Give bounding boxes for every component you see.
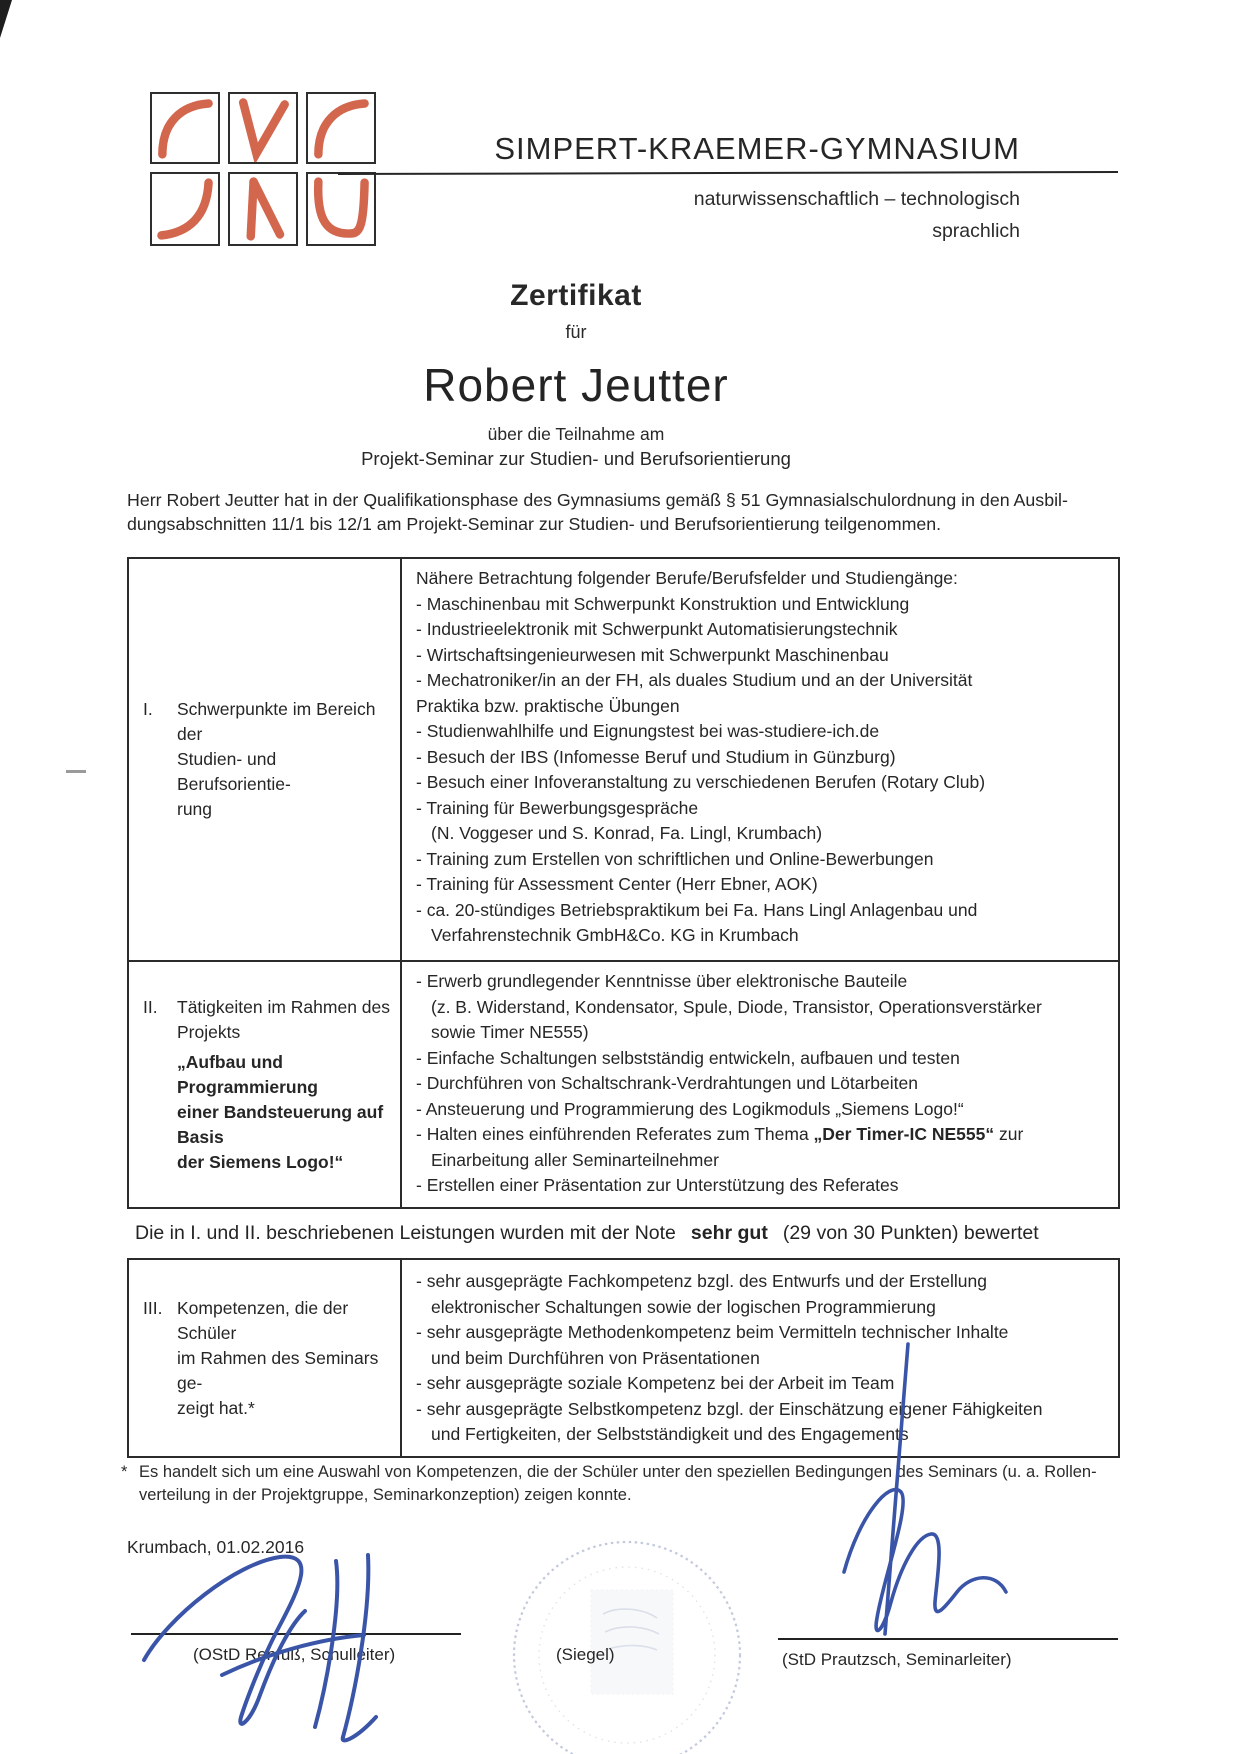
content-line: - Training für Bewerbungsgespräche (416, 797, 699, 818)
logo-tile-quarter-arc-down-icon (150, 172, 220, 246)
grade-value: sehr gut (690, 1222, 768, 1244)
content-line: - Studienwahlhilfe und Eignungstest bei was-studiere-ich.de (416, 721, 880, 741)
header-divider (338, 171, 1118, 175)
table-row-section-1 (129, 559, 1118, 960)
content-line: - Besuch einer Infoveranstaltung zu verschiedenen Berufen (Rotary Club) (416, 772, 986, 792)
section-2-label-cell (129, 962, 402, 1207)
section-1-number: I. (143, 699, 153, 719)
signature-seminarleiter-scribble (798, 1338, 1028, 1678)
content-line: Einarbeitung aller Seminarteilnehmer (431, 1149, 719, 1170)
content-line: - Einfache Schaltungen selbstständig entwickeln, aufbauen und testen (416, 1047, 960, 1068)
about-line-2: Projekt-Seminar zur Studien- und Berufsorientierung (361, 448, 791, 469)
content-line: - sehr ausgeprägte Selbstkompetenz bzgl. der Einschätzung eigener Fähigkeiten (416, 1398, 1043, 1419)
content-line: - ca. 20-stündiges Betriebspraktikum bei Fa. Hans Lingl Anlagenbau und (416, 899, 978, 920)
signature-label-schulleiter: (OStD Rehfuß, Schulleiter) (193, 1645, 396, 1664)
certificate-heading: Zertifikat (510, 279, 642, 312)
content-line: - Maschinenbau mit Schwerpunkt Konstruktion und Entwicklung (416, 593, 910, 614)
footnote-line-1: Es handelt sich um eine Auswahl von Kompetenzen, die der Schüler unter den speziellen Bedingungen des Seminars (u. a. Rollen- (139, 1463, 1097, 1481)
content-line: und Fertigkeiten, der Selbstständigkeit und des Engagements (431, 1424, 909, 1445)
section-3-label-cell (129, 1260, 402, 1456)
content-line: Verfahrenstechnik GmbH&Co. KG in Krumbach (431, 925, 799, 945)
content-line: sowie Timer NE555) (431, 1022, 589, 1042)
scan-corner-artifact (0, 0, 12, 38)
place-and-date: Krumbach, 01.02.2016 (127, 1537, 305, 1557)
recipient-name: Robert Jeutter (423, 359, 729, 411)
logo-tile-u-arc-icon (306, 172, 376, 246)
content-line: - Ansteuerung und Programmierung des Logikmoduls „Siemens Logo!“ (416, 1098, 964, 1119)
intro-line-2: dungsabschnitten 11/1 bis 12/1 am Projekt-Seminar zur Studien- und Berufsorientierung teilgenommen. (127, 513, 942, 534)
footnote-line-2: verteilung in der Projektgruppe, Seminarkonzeption) zeigen konnte. (139, 1486, 632, 1504)
section-3-label-line: zeigt hat.* (177, 1397, 255, 1418)
section-2-project-title-line: „Aufbau und Programmierung (177, 1051, 318, 1097)
section-1-label-line: rung (177, 799, 213, 819)
content-line: (N. Voggeser und S. Konrad, Fa. Lingl, Krumbach) (431, 823, 823, 843)
sections-table (127, 557, 1120, 1209)
section-3-label-line: Kompetenzen, die der Schüler (177, 1297, 349, 1343)
content-line: - Industrieelektronik mit Schwerpunkt Automatisierungstechnik (416, 619, 898, 639)
school-name: SIMPERT-KRAEMER-GYMNASIUM (494, 131, 1020, 166)
logo-tile-v-stroke-icon (228, 92, 298, 164)
section-2-content-cell (402, 962, 1118, 1207)
intro-paragraph (127, 489, 1127, 536)
grade-note-post: (29 von 30 Punkten) bewertet (782, 1222, 1039, 1244)
section-2-number: II. (143, 996, 158, 1017)
content-line: - Besuch der IBS (Infomesse Beruf und Studium in Günzburg) (416, 746, 896, 767)
section-1-label-cell (129, 559, 402, 960)
content-line: (z. B. Widerstand, Kondensator, Spule, Diode, Transistor, Operationsverstärker (431, 996, 1042, 1017)
intro-line-1: Herr Robert Jeutter hat in der Qualifikationsphase des Gymnasiums gemäß § 51 Gymnasialschulordnung in den Ausbil- (127, 490, 1068, 510)
content-line: Nähere Betrachtung folgender Berufe/Berufsfelder und Studiengänge: (416, 568, 958, 588)
footnote-asterisk: * (121, 1463, 128, 1481)
content-line: und beim Durchführen von Präsentationen (431, 1347, 760, 1368)
grade-note-pre: Die in I. und II. beschriebenen Leistungen wurden mit der Note (135, 1222, 676, 1244)
content-line: - Erstellen einer Präsentation zur Unterstützung des Referates (416, 1175, 899, 1195)
school-subtitle-2: sprachlich (932, 220, 1020, 242)
section-1-label-line: Studien- und Berufsorientie- (177, 749, 291, 794)
section-2-label-line: Tätigkeiten im Rahmen des (177, 996, 391, 1017)
seal-label: (Siegel) (556, 1645, 615, 1664)
content-line: - Training für Assessment Center (Herr Ebner, AOK) (416, 874, 818, 894)
content-line: - Durchführen von Schaltschrank-Verdrahtungen und Lötarbeiten (416, 1073, 918, 1093)
content-line-referat: - Halten eines einführenden Referates zum Thema „Der Timer-IC NE555“ zur (416, 1124, 1024, 1144)
content-line: Praktika bzw. praktische Übungen (416, 695, 680, 716)
referat-topic-bold: „Der Timer-IC NE555“ (813, 1124, 995, 1144)
school-logo (150, 92, 376, 246)
signature-schulleiter-scribble (128, 1545, 498, 1750)
content-line: - Erwerb grundlegender Kenntnisse über elektronische Bauteile (416, 971, 908, 991)
section-1-content-cell (402, 559, 1118, 960)
logo-tile-n-stroke-icon (228, 172, 298, 246)
logo-tile-quarter-arc-up-icon (150, 92, 220, 164)
scan-margin-dash (66, 770, 86, 773)
content-line: - Wirtschaftsingenieurwesen mit Schwerpunkt Maschinenbau (416, 644, 889, 665)
school-seal (505, 1528, 755, 1754)
content-line: - sehr ausgeprägte Fachkompetenz bzgl. des Entwurfs und der Erstellung (416, 1271, 988, 1292)
content-line: elektronischer Schaltungen sowie der logischen Programmierung (431, 1296, 936, 1317)
content-line: - Training zum Erstellen von schriftlichen und Online-Bewerbungen (416, 848, 934, 869)
content-line: - sehr ausgeprägte soziale Kompetenz bei der Arbeit im Team (416, 1373, 895, 1394)
table-row-section-2 (129, 960, 1118, 1207)
for-word: für (565, 322, 587, 342)
school-subtitle-1: naturwissenschaftlich – technologisch (693, 188, 1020, 210)
signature-label-seminarleiter: (StD Prautzsch, Seminarleiter) (782, 1650, 1012, 1669)
content-line: - sehr ausgeprägte Methodenkompetenz beim Vermitteln technischer Inhalte (416, 1322, 1009, 1343)
section-3-label-line: im Rahmen des Seminars ge- (177, 1347, 379, 1393)
section-3-number: III. (143, 1297, 163, 1318)
logo-tile-quarter-arc-up-icon (306, 92, 376, 164)
grade-note (127, 1209, 1120, 1258)
content-line: - Mechatroniker/in an der FH, als duales Studium und an der Universität (416, 670, 973, 690)
section-2-project-title-line: einer Bandsteuerung auf Basis (177, 1101, 384, 1147)
section-2-project-title-line: der Siemens Logo!“ (177, 1151, 344, 1172)
about-line-1: über die Teilnahme am (487, 424, 665, 444)
section-1-label-line: Schwerpunkte im Bereich der (177, 699, 376, 744)
section-2-label-line: Projekts (177, 1021, 241, 1042)
